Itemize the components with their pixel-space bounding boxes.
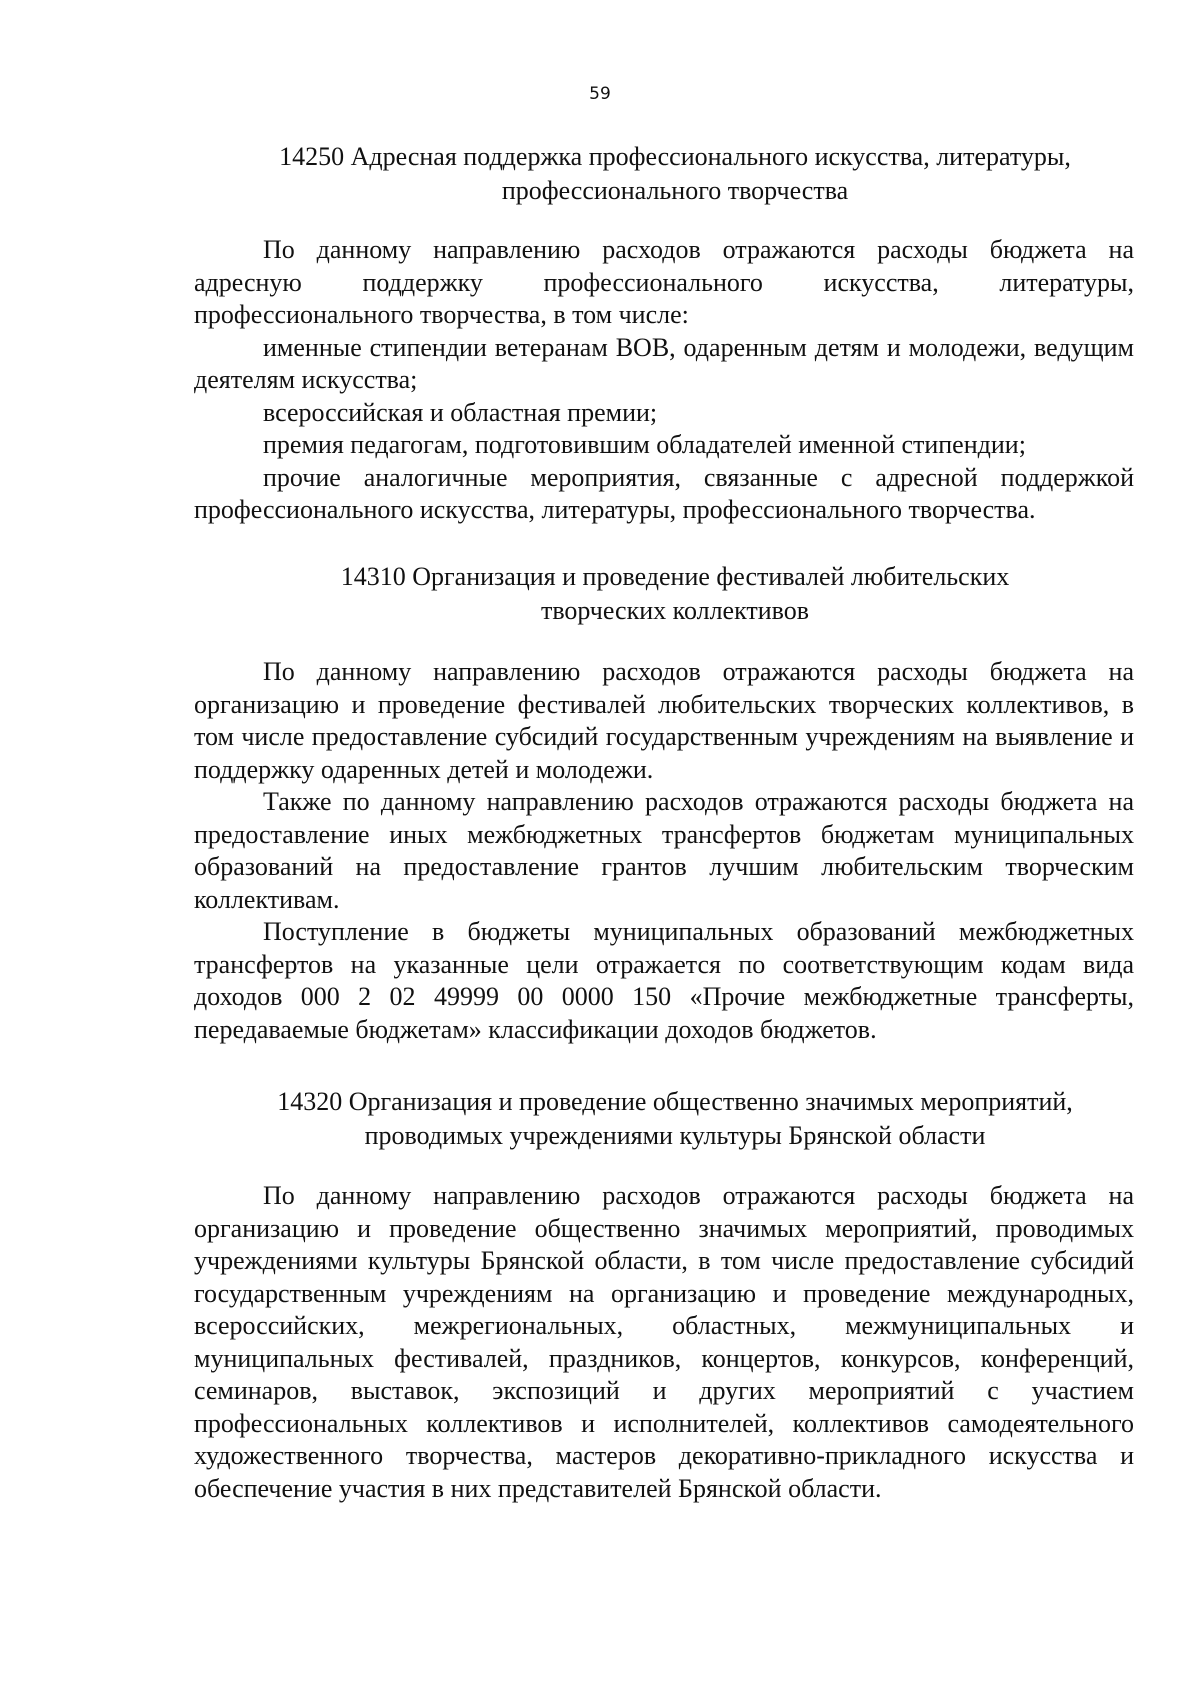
section-title-line: проводимых учреждениями культуры Брянской области [364, 1121, 986, 1150]
page-number: 59 [589, 84, 611, 104]
section-title-14320 [200, 1085, 1150, 1153]
section-body-14250 [194, 234, 1134, 527]
paragraph: По данному направлению расходов отражаются расходы бюджета на организацию и проведение общественно значимых мероприятий, проводимых учреждениями культуры Брянской области, в том числе предоставление субсидий государственным учреждениям на организацию и проведение международных, всероссийских, межрегиональных, областных, межмуниципальных и муниципальных фестивалей, праздников, концертов, конкурсов, конференций, семинаров, выставок, экспозиций и других мероприятий с участием профессиональных коллективов и исполнителей, коллективов самодеятельного художественного творчества, мастеров декоративно-прикладного искусства и обеспечение участия в них представителей Брянской области. [194, 1181, 1134, 1503]
section-body-14310 [194, 656, 1134, 1046]
section-title-line: 14310 Организация и проведение фестивалей любительских [340, 562, 1010, 591]
section-title-line: профессионального творчества [501, 176, 849, 205]
paragraph: именные стипендии ветеранам ВОВ, одаренным детям и молодежи, ведущим деятелям искусства; [194, 332, 1134, 394]
section-title-14310 [200, 560, 1150, 628]
paragraph: Поступление в бюджеты муниципальных образований межбюджетных трансфертов на указанные цели отражается по соответствующим кодам вида доходов 000 2 02 49999 00 0000 150 «Прочие межбюджетные трансферты, передаваемые бюджетам» классификации доходов бюджетов. [194, 917, 1134, 1044]
section-title-line: 14250 Адресная поддержка профессионального искусства, литературы, [279, 142, 1071, 171]
paragraph: По данному направлению расходов отражаются расходы бюджета на адресную поддержку профессионального искусства, литературы, профессионального творчества, в том числе: [194, 235, 1134, 329]
section-body-14320 [194, 1180, 1134, 1505]
paragraph: прочие аналогичные мероприятия, связанные с адресной поддержкой профессионального искусства, литературы, профессионального творчества. [194, 462, 1134, 524]
paragraph: Также по данному направлению расходов отражаются расходы бюджета на предоставление иных межбюджетных трансфертов бюджетам муниципальных образований на предоставление грантов лучшим любительским творческим коллективам. [194, 787, 1134, 914]
section-title-14250 [200, 140, 1150, 208]
paragraph: всероссийская и областная премии; [263, 397, 658, 427]
section-title-line: 14320 Организация и проведение общественно значимых мероприятий, [277, 1087, 1073, 1116]
paragraph: По данному направлению расходов отражаются расходы бюджета на организацию и проведение фестивалей любительских творческих коллективов, в том числе предоставление субсидий государственным учреждениям на выявление и поддержку одаренных детей и молодежи. [194, 657, 1134, 784]
section-title-line: творческих коллективов [540, 596, 810, 625]
paragraph: премия педагогам, подготовившим обладателей именной стипендии; [263, 430, 1026, 459]
